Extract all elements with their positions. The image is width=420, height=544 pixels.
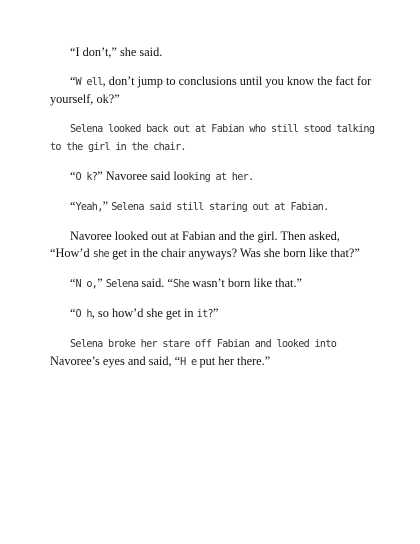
text-segment: , so how’d she get in (91, 306, 197, 320)
text-segment: wasn’t born like that.” (189, 276, 302, 290)
text-segment: get in the chair anyways? Was she born like that?” (109, 246, 360, 260)
paragraph-p6 (50, 228, 380, 263)
text-segment: Navoree’s eyes and said, “ (50, 354, 181, 368)
text-segment: Yeah, (75, 202, 103, 213)
paragraph-p2 (50, 73, 380, 108)
text-segment: ” (212, 306, 219, 320)
text-segment: ” (97, 276, 106, 290)
text-segment: “I don’t,” she said. (70, 45, 163, 59)
paragraph-p7 (50, 275, 380, 293)
text-segment: Selena broke her stare off Fabian and looked into (70, 339, 337, 350)
text-segment: N o, (75, 279, 98, 290)
text-segment: Selena looked back out at Fabian who still stood talking to the girl in the chair. (50, 124, 375, 153)
text-segment: ” (102, 199, 112, 213)
text-segment: She (172, 279, 190, 290)
text-segment: put her there.” (196, 354, 271, 368)
text-segment: H e (180, 357, 197, 368)
text-segment: Selena (105, 279, 139, 290)
text-segment: O h (75, 309, 92, 320)
text-segment: ” Navoree said lo (97, 169, 183, 183)
paragraph-p3 (50, 120, 380, 156)
text-segment: she (92, 249, 109, 260)
paragraph-p4 (50, 168, 380, 186)
text-segment: “ (70, 74, 76, 88)
text-segment: , don’t jump to conclusions until you know the fact for yourself, ok?” (50, 74, 372, 106)
text-segment: W ell (75, 77, 103, 88)
paragraph-p5 (50, 198, 380, 216)
text-segment: “ (70, 169, 76, 183)
paragraph-p8 (50, 305, 380, 323)
text-segment: “ (70, 306, 76, 320)
text-segment: Selena said still staring out at Fabian. (111, 202, 329, 213)
text-segment: “ (70, 276, 76, 290)
text-segment: oking at her. (182, 172, 254, 183)
text-segment: it? (196, 309, 213, 320)
text-segment: “ (70, 199, 76, 213)
text-segment: O k? (75, 172, 98, 183)
text-segment: Navoree looked out at Fabian and the girl. Then asked, “How’d (50, 229, 340, 260)
text-segment: said. “ (138, 276, 173, 290)
paragraph-p1 (50, 44, 380, 61)
story-text (50, 44, 380, 383)
paragraph-p9 (50, 335, 380, 371)
